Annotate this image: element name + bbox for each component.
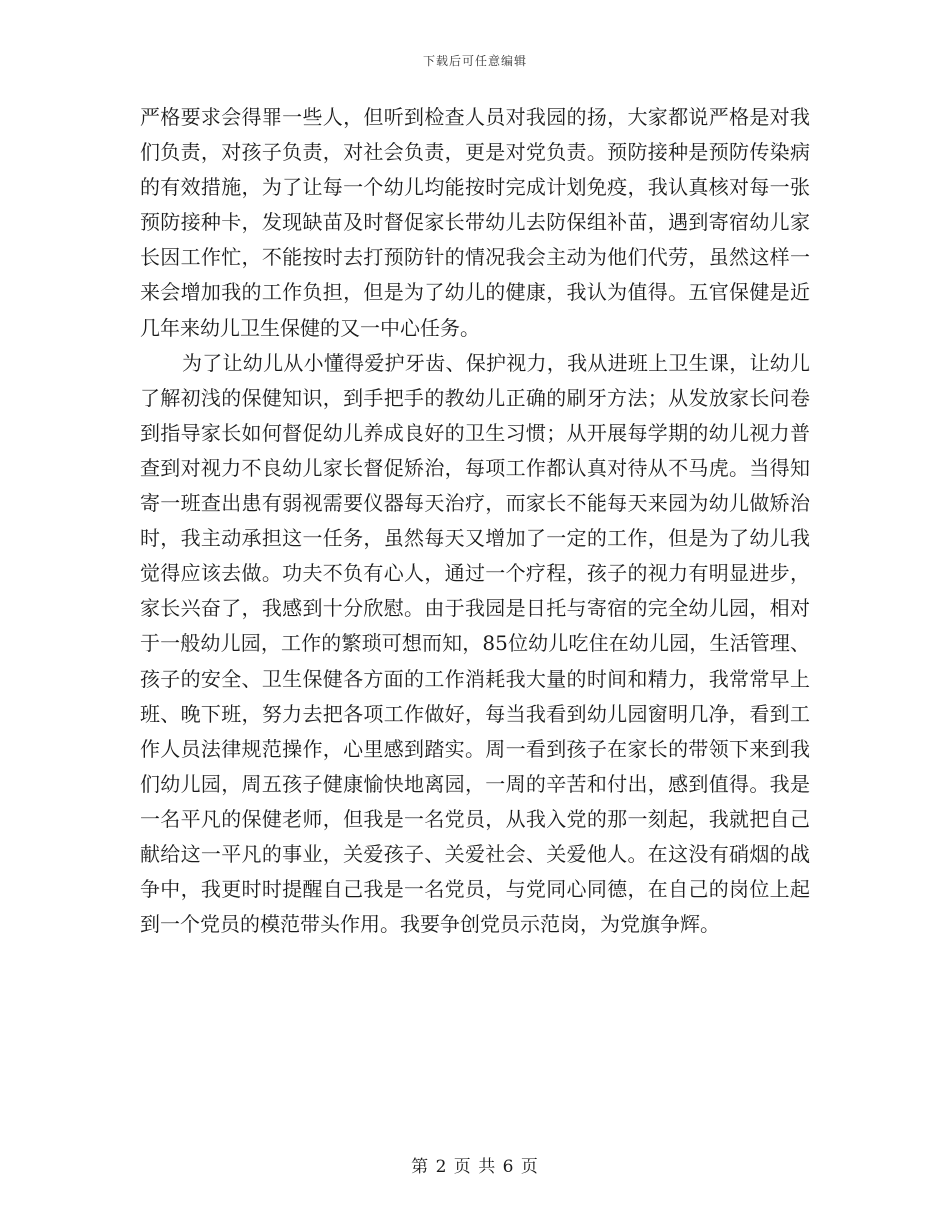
paragraph-2: 为了让幼儿从小懂得爱护牙齿、保护视力，我从进班上卫生课，让幼儿了解初浅的保健知识，到手把手的教幼儿正确的刷牙方法；从发放家长问卷到指导家长如何督促幼儿养成良好的卫生习惯；从开展每学期的幼儿视力普查到对视力不良幼儿家长督促矫治，每项工作都认真对待从不马虎。当得知寄一班查出患有弱视需要仪器每天治疗，而家长不能每天来园为幼儿做矫治时，我主动承担这一任务，虽然每天又增加了一定的工作，但是为了幼儿我觉得应该去做。功夫不负有心人，通过一个疗程，孩子的视力有明显进步，家长兴奋了，我感到十分欣慰。由于我园是日托与寄宿的完全幼儿园，相对于一般幼儿园，工作的繁琐可想而知，85位幼儿吃住在幼儿园，生活管理、孩子的安全、卫生保健各方面的工作消耗我大量的时间和精力，我常常早上班、晚下班，努力去把各项工作做好，每当我看到幼儿园窗明几净，看到工作人员法律规范操作，心里感到踏实。周一看到孩子在家长的带领下来到我们幼儿园，周五孩子健康愉快地离园，一周的辛苦和付出，感到值得。我是一名平凡的保健老师，但我是一名党员，从我入党的那一刻起，我就把自己献给这一平凡的事业，关爱孩子、关爱社会、关爱他人。在这没有硝烟的战争中，我更时时提醒自己我是一名党员，与党同心同德，在自己的岗位上起到一个党员的模范带头作用。我要争创党员示范岗，为党旗争辉。 <box>140 350 810 937</box>
page-footer: 第 2 页 共 6 页 <box>411 1157 539 1177</box>
paragraph-1: 严格要求会得罪一些人，但听到检查人员对我园的扬，大家都说严格是对我们负责，对孩子负责，对社会负责，更是对党负责。预防接种是预防传染病的有效措施，为了让每一个幼儿均能按时完成计划免疫，我认真核对每一张预防接种卡，发现缺苗及时督促家长带幼儿去防保组补苗，遇到寄宿幼儿家长因工作忙，不能按时去打预防针的情况我会主动为他们代劳，虽然这样一来会增加我的工作负担，但是为了幼儿的健康，我认为值得。五官保健是近几年来幼儿卫生保健的又一中心任务。 <box>140 105 810 340</box>
document-body <box>140 100 810 942</box>
page-header: 下载后可任意编辑 <box>422 54 527 68</box>
